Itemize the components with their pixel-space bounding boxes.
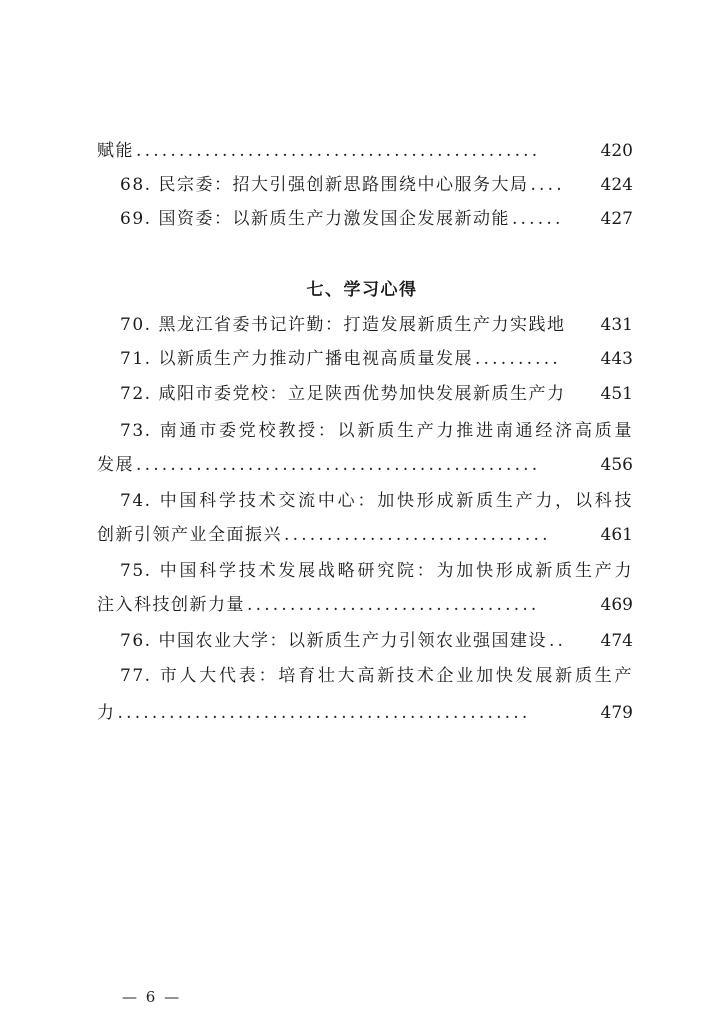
toc-entry-74-continued[interactable] xyxy=(97,522,633,548)
toc-entry-70[interactable] xyxy=(97,312,633,338)
toc-entry-text: 68. 民宗委：招大引强创新思路围绕中心服务大局 xyxy=(120,175,529,195)
toc-entry-text: 力 xyxy=(97,703,116,723)
toc-entry-73[interactable] xyxy=(97,418,633,444)
toc-entry-67-continued[interactable] xyxy=(97,138,633,164)
toc-leader-dots: .. xyxy=(548,631,567,651)
toc-entry-text: 70. 黑龙江省委书记许勤：打造发展新质生产力实践地 xyxy=(120,315,566,335)
toc-leader-dots: .... xyxy=(530,175,565,195)
toc-entry-77[interactable] xyxy=(97,663,633,689)
toc-page-number: 427 xyxy=(600,209,633,229)
section-heading: 七、学习心得 xyxy=(306,280,418,300)
toc-leader-dots: ............................................... xyxy=(136,141,541,161)
toc-page-number: 431 xyxy=(600,315,633,335)
toc-entry-69[interactable] xyxy=(97,206,633,232)
toc-entry-75[interactable] xyxy=(97,558,633,584)
toc-entry-text: 69. 国资委：以新质生产力激发国企发展新动能 xyxy=(120,209,510,229)
toc-page-number: 424 xyxy=(600,175,633,195)
toc-entry-text: 76. 中国农业大学：以新质生产力引领农业强国建设 xyxy=(120,631,547,651)
toc-leader-dots: .................................. xyxy=(247,595,540,615)
toc-page-number: 474 xyxy=(600,631,633,651)
toc-entry-text: 75. 中国科学技术发展战略研究院：为加快形成新质生产力 xyxy=(120,561,633,581)
toc-page-number: 443 xyxy=(600,349,633,369)
toc-entry-text: 73. 南通市委党校教授：以新质生产力推进南通经济高质量 xyxy=(120,421,633,441)
toc-leader-dots: ................................................ xyxy=(117,703,531,723)
toc-entry-text: 71. 以新质生产力推动广播电视高质量发展 xyxy=(120,349,473,369)
toc-entry-75-continued[interactable] xyxy=(97,592,633,618)
toc-leader-dots: ...... xyxy=(511,209,564,229)
toc-page-number: 469 xyxy=(600,595,633,615)
toc-entry-text: 赋能 xyxy=(97,141,134,161)
toc-entry-text: 74. 中国科学技术交流中心：加快形成新质生产力，以科技 xyxy=(120,491,633,511)
toc-entry-68[interactable] xyxy=(97,172,633,198)
toc-page-number: 461 xyxy=(600,525,633,545)
toc-entry-74[interactable] xyxy=(97,488,633,514)
toc-page-number: 420 xyxy=(600,141,633,161)
toc-entry-73-continued[interactable] xyxy=(97,452,633,478)
toc-leader-dots: ............................... xyxy=(284,525,551,545)
toc-entry-text: 创新引领产业全面振兴 xyxy=(97,525,282,545)
toc-entry-72[interactable] xyxy=(97,381,633,407)
toc-entry-text: 发展 xyxy=(97,455,134,475)
toc-entry-77-continued[interactable] xyxy=(97,700,633,726)
toc-entry-text: 注入科技创新力量 xyxy=(97,595,245,615)
page-number-footer: — 6 — xyxy=(122,988,182,1006)
toc-leader-dots: ............................................... xyxy=(136,455,541,475)
toc-page-number: 451 xyxy=(600,384,633,404)
toc-entry-76[interactable] xyxy=(97,628,633,654)
toc-entry-text: 72. 咸阳市委党校：立足陕西优势加快发展新质生产力 xyxy=(120,384,566,404)
toc-entry-text: 77. 市人大代表：培育壮大高新技术企业加快发展新质生产 xyxy=(120,666,633,686)
toc-page-number: 456 xyxy=(600,455,633,475)
toc-page-number: 479 xyxy=(600,703,633,723)
toc-entry-71[interactable] xyxy=(97,346,633,372)
toc-leader-dots: .......... xyxy=(474,349,561,369)
